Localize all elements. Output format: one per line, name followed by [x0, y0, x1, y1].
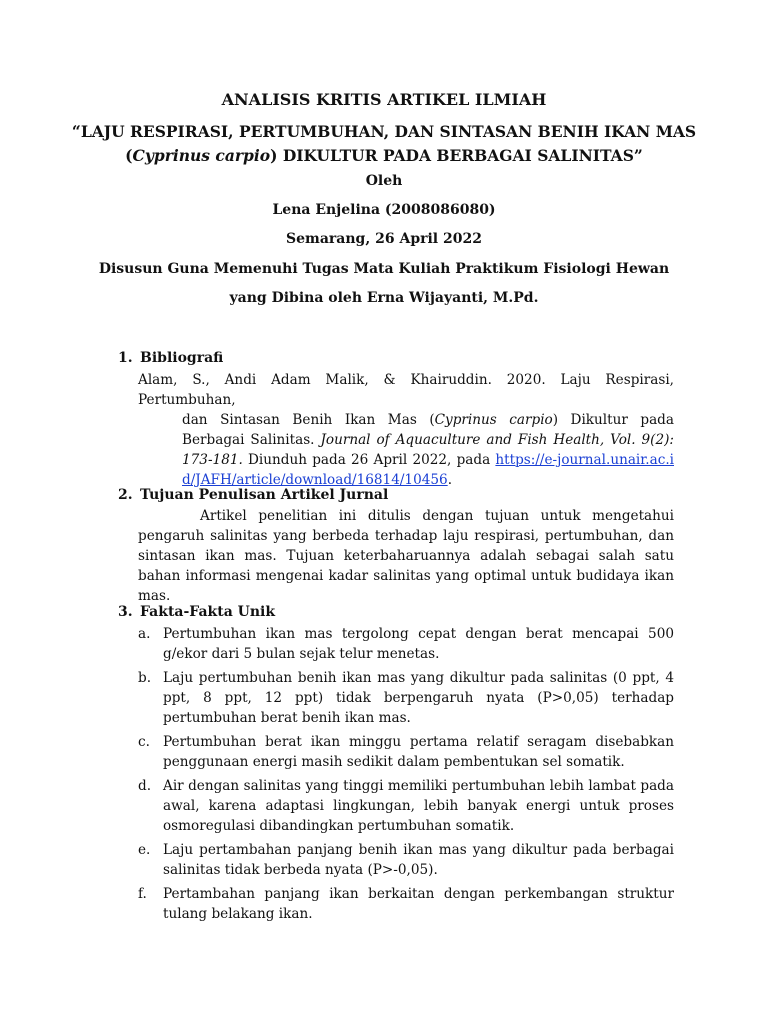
- bibliography-end: .: [447, 472, 453, 488]
- section-title: Tujuan Penulisan Artikel Jurnal: [140, 487, 389, 503]
- article-title-species: Cyprinus carpio: [132, 146, 271, 165]
- list-text: Laju pertumbuhan benih ikan mas yang dikultur pada salinitas (0 ppt, 4 ppt, 8 ppt, 12 ppt) tidak berpengaruh nyata (P>0,05) terhadap pertumbuhan berat benih ikan mas.: [163, 670, 674, 726]
- article-title-open-quote: “: [71, 122, 81, 141]
- list-text: Pertambahan panjang ikan berkaitan dengan perkembangan struktur tulang belakang ikan.: [163, 886, 674, 922]
- section-number: 2.: [118, 487, 133, 503]
- section-number: 3.: [118, 604, 133, 620]
- fakta-item: [138, 732, 674, 772]
- list-letter: c.: [138, 734, 150, 750]
- article-title-part2: ) DIKULTUR PADA BERBAGAI SALINITAS”: [270, 146, 643, 165]
- article-title: [0, 120, 768, 168]
- purpose-line-2: yang Dibina oleh Erna Wijayanti, M.Pd.: [229, 290, 539, 306]
- list-letter: e.: [138, 842, 151, 858]
- bibliography-text-2: ) Dikultur pada Berbagai Salinitas.: [182, 412, 674, 448]
- fakta-item: [138, 624, 674, 664]
- bibliography-text-3: Diunduh pada 26 April 2022, pada: [242, 452, 496, 468]
- fakta-item: [138, 668, 674, 728]
- fakta-item: [138, 840, 674, 880]
- section-title: Fakta-Fakta Unik: [140, 604, 276, 620]
- bibliography-link[interactable]: https://e-journal.unair.ac.id/JAFH/article/download/16814/10456: [182, 452, 674, 488]
- bibliography-species: Cyprinus carpio: [434, 412, 553, 428]
- fakta-item: [138, 884, 674, 924]
- tujuan-paragraph: Artikel penelitian ini ditulis dengan tujuan untuk mengetahui pengaruh salinitas yang berbeda terhadap laju respirasi, pertumbuhan, dan sintasan ikan mas. Tujuan keterbaharuannya adalah sebagai salah satu bahan informasi mengenai kadar salinitas yang optimal untuk budidaya ikan mas.: [138, 508, 674, 604]
- list-letter: d.: [138, 778, 152, 794]
- article-title-paren: (: [125, 146, 133, 165]
- list-letter: b.: [138, 670, 152, 686]
- list-text: Pertumbuhan berat ikan minggu pertama relatif seragam disebabkan penggunaan energi masih sedikit dalam pembentukan sel somatik.: [163, 734, 674, 770]
- author: Lena Enjelina (2008086080): [272, 202, 496, 218]
- bibliography-line-1: Alam, S., Andi Adam Malik, & Khairuddin. 2020. Laju Respirasi, Pertumbuhan,: [138, 372, 674, 408]
- section-number: 1.: [118, 350, 133, 366]
- article-title-part1: LAJU RESPIRASI, PERTUMBUHAN, DAN SINTASAN BENIH IKAN MAS: [80, 122, 697, 141]
- list-letter: a.: [138, 626, 151, 642]
- bibliography-entry: [138, 370, 674, 490]
- place-date: Semarang, 26 April 2022: [286, 231, 482, 247]
- bibliography-text: dan Sintasan Benih Ikan Mas (: [182, 412, 435, 428]
- fakta-item: [138, 776, 674, 836]
- list-text: Laju pertambahan panjang benih ikan mas yang dikultur pada berbagai salinitas tidak berbeda nyata (P>-0,05).: [163, 842, 674, 878]
- document-title: ANALISIS KRITIS ARTIKEL ILMIAH: [221, 90, 547, 109]
- list-letter: f.: [138, 886, 147, 902]
- by-label: Oleh: [365, 173, 403, 189]
- fakta-list: [138, 624, 674, 928]
- purpose-line-1: Disusun Guna Memenuhi Tugas Mata Kuliah Praktikum Fisiologi Hewan: [98, 261, 670, 277]
- bibliography-continuation: [138, 410, 674, 490]
- bibliography-journal: Journal of Aquaculture and Fish Health, Vol. 9(2): 173-181.: [182, 432, 674, 468]
- section-title: Bibliografi: [140, 350, 224, 366]
- list-text: Pertumbuhan ikan mas tergolong cepat dengan berat mencapai 500 g/ekor dari 5 bulan sejak telur menetas.: [163, 626, 674, 662]
- list-text: Air dengan salinitas yang tinggi memiliki pertumbuhan lebih lambat pada awal, karena adaptasi lingkungan, lebih banyak energi untuk proses osmoregulasi dibandingkan pertumbuhan somatik.: [163, 778, 674, 834]
